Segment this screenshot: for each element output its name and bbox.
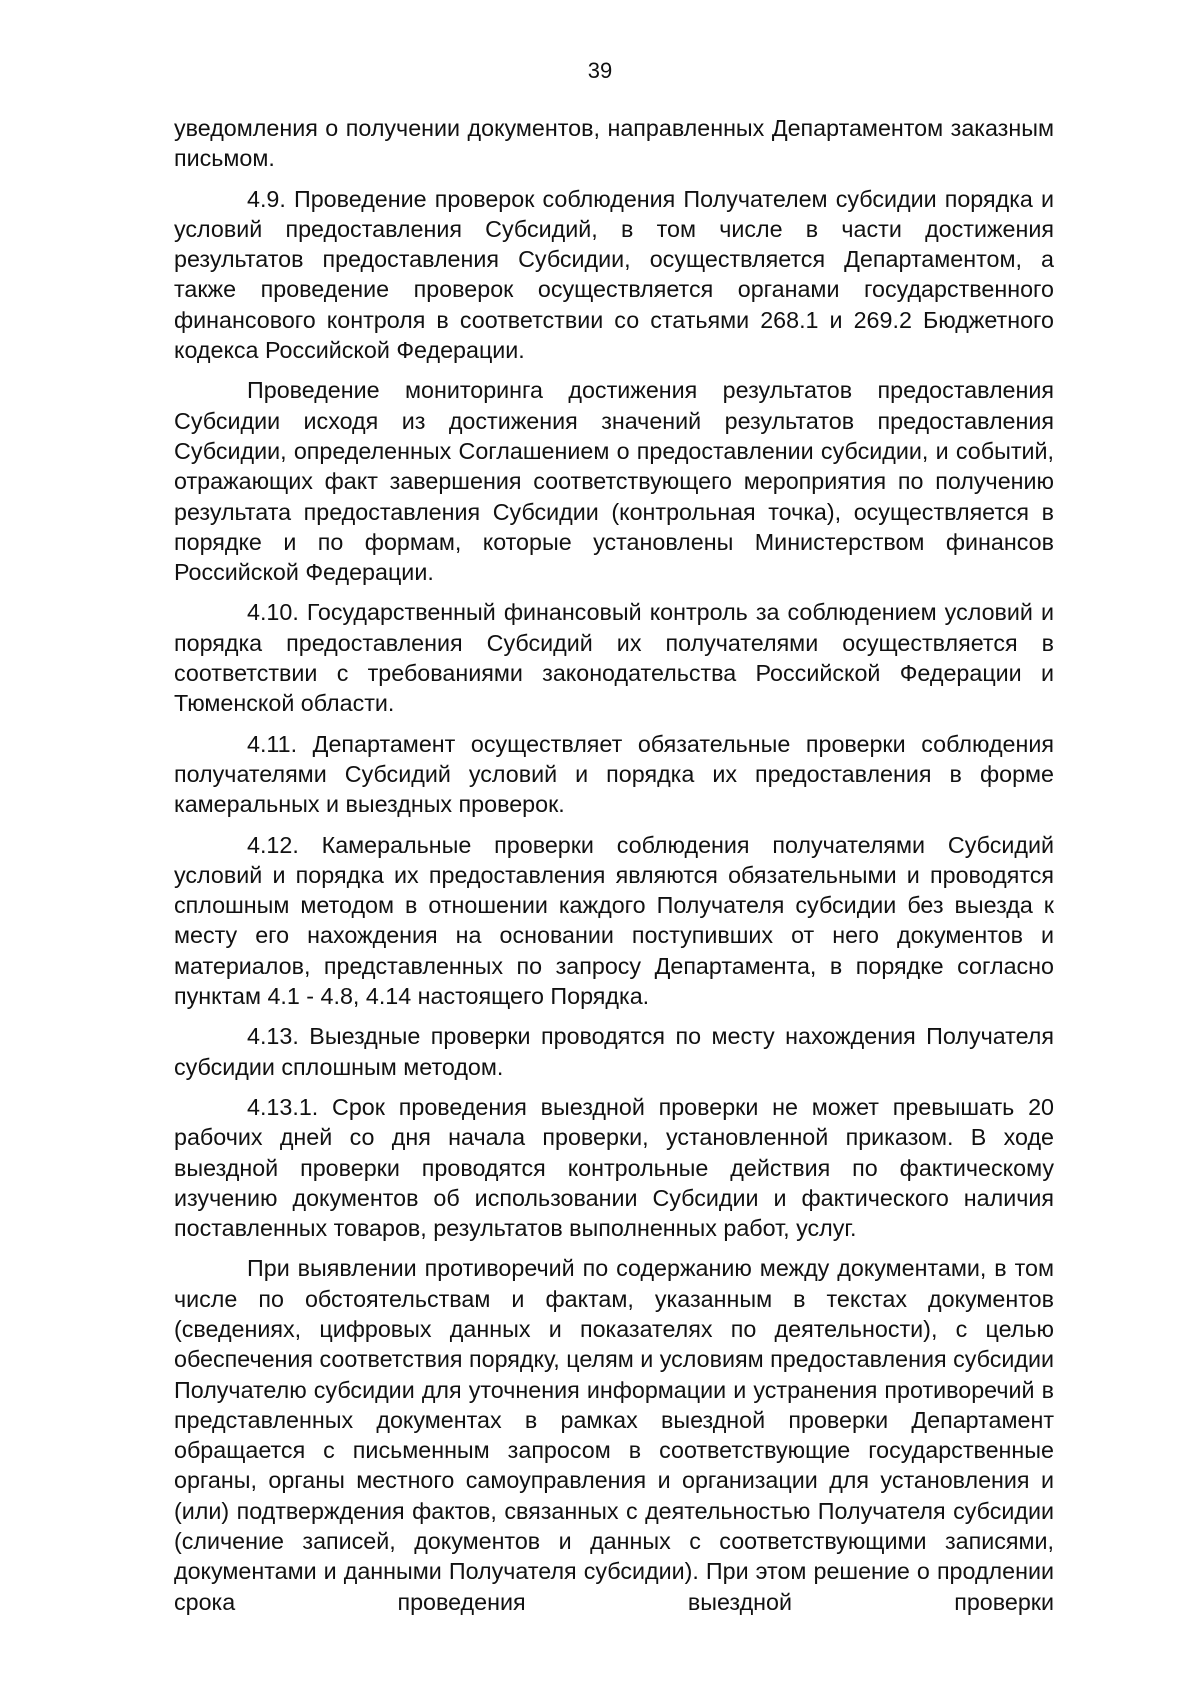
paragraph-4-13-1: 4.13.1. Срок проведения выездной проверки не может превышать 20 рабочих дней со дня начала проверки, установленной приказом. В ходе выездной проверки проводятся контрольные действия по фактическому изучению документов об использовании Субсидии и фактического наличия поставленных товаров, результатов выполненных работ, услуг.	[174, 1093, 1054, 1242]
paragraph-continuation: уведомления о получении документов, направленных Департаментом заказным письмом.	[174, 115, 1054, 172]
paragraph-contradictions: При выявлении противоречий по содержанию между документами, в том числе по обстоятельствам и фактам, указанным в текстах документов (сведениях, цифровых данных и показателях по деятельности), с целью обеспечения соответствия порядку, целям и условиям предоставления субсидии Получателю субсидии для уточнения информации и устранения противоречий в представленных документах в рамках выездной проверки Департамент обращается с письменным запросом в соответствующие государственные органы, органы местного самоуправления и организации для установления и (или) подтверждения фактов, связанных с деятельностью Получателя субсидии (сличение записей, документов и данных с соответствующими записями, документами и данными Получателя субсидии). При этом решение о продлении срока проведения выездной проверки	[174, 1255, 1054, 1615]
paragraph-4-10: 4.10. Государственный финансовый контроль за соблюдением условий и порядка предоставления Субсидий их получателями осуществляется в соответствии с требованиями законодательства Российской Федерации и Тюменской области.	[174, 599, 1054, 717]
paragraph-monitoring: Проведение мониторинга достижения результатов предоставления Субсидии исходя из достижения значений результатов предоставления Субсидии, определенных Соглашением о предоставлении субсидии, и событий, отражающих факт завершения соответствующего мероприятия по получению результата предоставления Субсидии (контрольная точка), осуществляется в порядке и по формам, которые установлены Министерством финансов Российской Федерации.	[174, 377, 1054, 586]
paragraph-4-9: 4.9. Проведение проверок соблюдения Получателем субсидии порядка и условий предоставления Субсидий, в том числе в части достижения результатов предоставления Субсидии, осуществляется Департаментом, а также проведение проверок осуществляется органами государственного финансового контроля в соответствии со статьями 268.1 и 269.2 Бюджетного кодекса Российской Федерации.	[174, 185, 1054, 364]
document-body	[174, 113, 1054, 1617]
paragraph-4-11: 4.11. Департамент осуществляет обязательные проверки соблюдения получателями Субсидий условий и порядка их предоставления в форме камеральных и выездных проверок.	[174, 730, 1054, 818]
paragraph-4-13: 4.13. Выездные проверки проводятся по месту нахождения Получателя субсидии сплошным методом.	[174, 1023, 1054, 1080]
paragraph-4-12: 4.12. Камеральные проверки соблюдения получателями Субсидий условий и порядка их предоставления являются обязательными и проводятся сплошным методом в отношении каждого Получателя субсидии без выезда к месту его нахождения на основании поступивших от него документов и материалов, представленных по запросу Департамента, в порядке согласно пунктам 4.1 - 4.8, 4.14 настоящего Порядка.	[174, 831, 1054, 1010]
page-number: 39	[587, 58, 613, 83]
